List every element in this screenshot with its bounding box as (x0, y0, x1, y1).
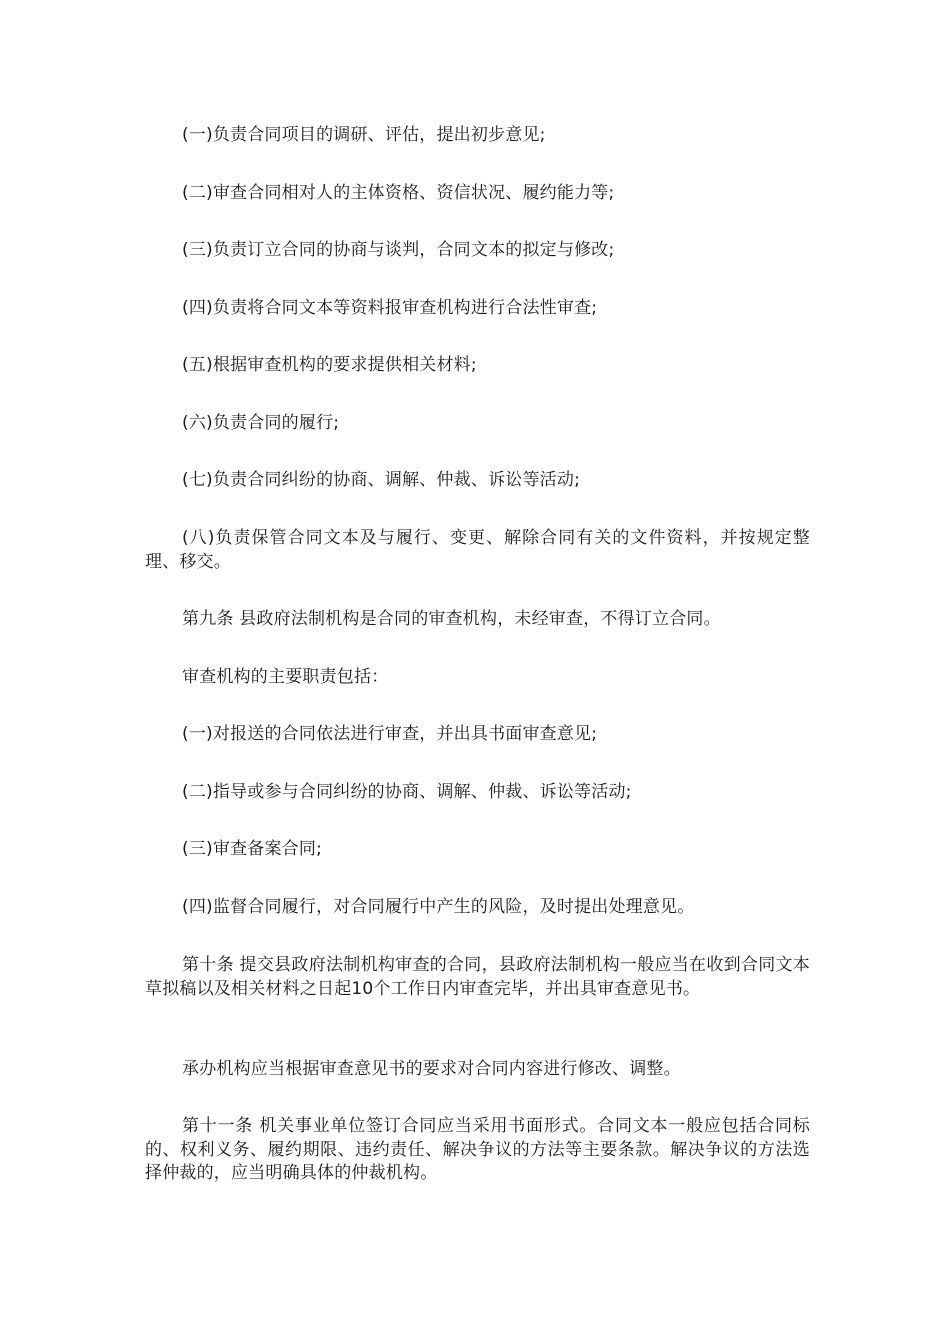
paragraph-duty-8: (八)负责保管合同文本及与履行、变更、解除合同有关的文件资料，并按规定整理、移交。 (145, 528, 810, 572)
paragraph-revision: 承办机构应当根据审查意见书的要求对合同内容进行修改、调整。 (182, 1059, 681, 1079)
paragraph-article-10: 第十条 提交县政府法制机构审查的合同，县政府法制机构一般应当在收到合同文本草拟稿以及相关材料之日起10个工作日内审查完毕，并出具审查意见书。 (145, 955, 810, 999)
paragraph-article-11: 第十一条 机关事业单位签订合同应当采用书面形式。合同文本一般应包括合同标的、权利义务、履约期限、违约责任、解决争议的方法等主要条款。解决争议的方法选择仲裁的，应当明确具体的仲裁机构。 (145, 1116, 810, 1183)
paragraph-article-9: 第九条 县政府法制机构是合同的审查机构，未经审查，不得订立合同。 (182, 609, 721, 629)
paragraph-duty-6: (六)负责合同的履行; (182, 413, 340, 433)
paragraph-review-duty-4: (四)监督合同履行，对合同履行中产生的风险，及时提出处理意见。 (182, 897, 695, 917)
paragraph-duty-4: (四)负责将合同文本等资料报审查机构进行合法性审查; (182, 298, 598, 318)
paragraph-review-duty-2: (二)指导或参与合同纠纷的协商、调解、仲裁、诉讼等活动; (182, 782, 632, 802)
paragraph-review-duty-1: (一)对报送的合同依法进行审查，并出具书面审查意见; (182, 724, 598, 744)
paragraph-review-duty-3: (三)审查备案合同; (182, 839, 322, 859)
paragraph-duty-3: (三)负责订立合同的协商与谈判，合同文本的拟定与修改; (182, 240, 615, 260)
paragraph-duty-1: (一)负责合同项目的调研、评估，提出初步意见; (182, 125, 546, 145)
paragraph-review-duties-intro: 审查机构的主要职责包括： (182, 667, 389, 687)
paragraph-duty-2: (二)审查合同相对人的主体资格、资信状况、履约能力等; (182, 183, 615, 203)
paragraph-duty-5: (五)根据审查机构的要求提供相关材料; (182, 355, 477, 375)
paragraph-duty-7: (七)负责合同纠纷的协商、调解、仲裁、诉讼等活动; (182, 470, 580, 490)
